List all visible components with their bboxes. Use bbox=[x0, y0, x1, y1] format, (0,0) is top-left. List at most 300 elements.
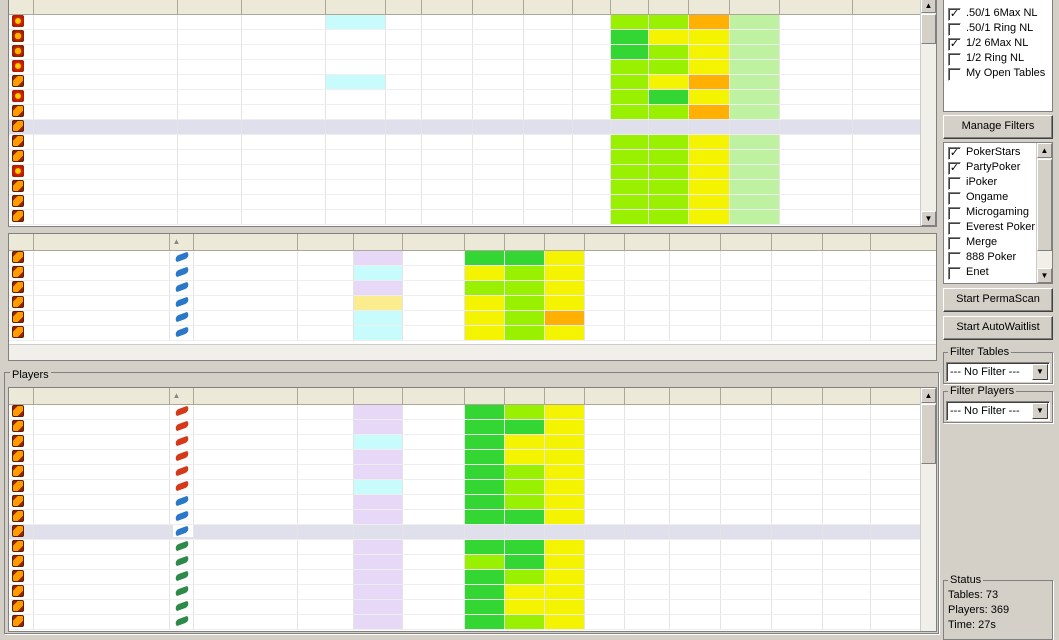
player-col-header[interactable] bbox=[544, 388, 584, 404]
player-col-header[interactable] bbox=[669, 388, 720, 404]
tables-col-header[interactable] bbox=[729, 0, 779, 14]
hands-cell bbox=[353, 310, 402, 325]
tables-col-header[interactable] bbox=[852, 0, 921, 14]
players-scrollbar[interactable] bbox=[920, 388, 936, 631]
player-col-filler bbox=[870, 234, 937, 250]
hands-per-hour-cell bbox=[572, 209, 610, 224]
player-row[interactable] bbox=[9, 419, 937, 434]
checkbox-label[interactable]: PokerStars bbox=[966, 146, 1021, 158]
three-bet-cell bbox=[584, 280, 624, 295]
player-col-header[interactable] bbox=[402, 388, 464, 404]
player-row[interactable] bbox=[9, 614, 937, 629]
player-col-header[interactable] bbox=[353, 388, 402, 404]
won-cell bbox=[402, 584, 464, 599]
checkbox--50-1-6max-nl[interactable]: ✓ bbox=[949, 8, 960, 20]
scroll-down-icon[interactable]: ▼ bbox=[1037, 268, 1052, 283]
three-bet-cell bbox=[584, 464, 624, 479]
fold-3b-cell bbox=[624, 569, 669, 584]
pokerstars-icon bbox=[12, 165, 24, 177]
site-icon-cell bbox=[9, 134, 33, 149]
shortstacks-cell bbox=[779, 119, 852, 134]
player-col-header[interactable] bbox=[9, 234, 33, 250]
manage-filters-button[interactable]: Manage Filters bbox=[943, 115, 1053, 139]
won-cell bbox=[402, 404, 464, 419]
player-col-header[interactable] bbox=[464, 388, 504, 404]
wait-cell bbox=[385, 74, 421, 89]
wtsd-cell bbox=[669, 419, 720, 434]
checkbox-pokerstars[interactable]: ✓ bbox=[949, 147, 960, 159]
player-col-header[interactable] bbox=[504, 234, 544, 250]
tables-cell bbox=[822, 265, 870, 280]
table-row[interactable] bbox=[9, 134, 921, 149]
player-row[interactable] bbox=[9, 539, 937, 554]
status-time: Time: 27s bbox=[948, 619, 996, 631]
filter-tables-select[interactable] bbox=[946, 362, 1050, 382]
player-col-header[interactable] bbox=[402, 234, 464, 250]
tables-col-header[interactable] bbox=[177, 0, 241, 14]
af-cell bbox=[544, 599, 584, 614]
af-cell bbox=[544, 419, 584, 434]
hands-per-hour-cell bbox=[572, 179, 610, 194]
player-col-header[interactable] bbox=[822, 234, 870, 250]
shortstacks-cell bbox=[779, 164, 852, 179]
player-col-header[interactable] bbox=[33, 388, 169, 404]
screenname-cell bbox=[193, 419, 297, 434]
af-cell bbox=[544, 479, 584, 494]
players-list[interactable] bbox=[8, 387, 937, 632]
site-filter-list[interactable] bbox=[943, 142, 1053, 284]
filler-cell bbox=[870, 265, 937, 280]
pfr-cell bbox=[648, 89, 688, 104]
af-cell bbox=[544, 509, 584, 524]
table-row[interactable] bbox=[9, 179, 921, 194]
won-cell bbox=[402, 599, 464, 614]
checkbox-label[interactable]: My Open Tables bbox=[966, 67, 1046, 79]
vpip-cell bbox=[610, 104, 648, 119]
shortstacks-cell bbox=[779, 29, 852, 44]
tables-col-header[interactable] bbox=[421, 0, 472, 14]
won-sd-cell bbox=[720, 325, 771, 340]
player-row[interactable] bbox=[9, 494, 937, 509]
player-col-header[interactable] bbox=[297, 234, 353, 250]
pfr-cell bbox=[504, 599, 544, 614]
wtsd-cell bbox=[669, 295, 720, 310]
site-icon-cell bbox=[169, 599, 193, 614]
fish-cell bbox=[729, 29, 779, 44]
hands-cell bbox=[353, 539, 402, 554]
chips-cell bbox=[297, 569, 353, 584]
partypoker-icon bbox=[12, 600, 24, 612]
checkbox-888-poker[interactable] bbox=[948, 252, 961, 265]
known-cell bbox=[421, 119, 472, 134]
player-col-header[interactable] bbox=[544, 234, 584, 250]
hands-cell bbox=[353, 325, 402, 340]
game-filter-list[interactable] bbox=[943, 0, 1053, 112]
vpip-cell bbox=[464, 599, 504, 614]
player-col-header[interactable] bbox=[169, 234, 193, 250]
af-cell bbox=[544, 434, 584, 449]
checkbox-label[interactable]: iPoker bbox=[966, 176, 998, 188]
checkbox-merge[interactable] bbox=[948, 237, 961, 250]
checkbox-label[interactable]: Merge bbox=[966, 236, 998, 248]
tables-cell bbox=[822, 310, 870, 325]
fish-cell bbox=[729, 149, 779, 164]
wait-cell bbox=[385, 104, 421, 119]
partypoker-icon bbox=[12, 570, 24, 582]
scroll-thumb[interactable] bbox=[1037, 159, 1052, 251]
hands-cell bbox=[353, 569, 402, 584]
partypoker-icon bbox=[12, 435, 24, 447]
pfr-cell bbox=[504, 449, 544, 464]
table-row[interactable] bbox=[9, 209, 921, 224]
pfr-cell bbox=[648, 29, 688, 44]
table-players-grid bbox=[9, 234, 937, 341]
start-autowaitlist-button[interactable]: Start AutoWaitlist bbox=[943, 316, 1053, 340]
player-col-header[interactable] bbox=[584, 234, 624, 250]
partypoker-icon bbox=[12, 195, 24, 207]
site-icon-cell bbox=[169, 449, 193, 464]
player-col-header[interactable] bbox=[771, 234, 822, 250]
vpip-cell bbox=[610, 29, 648, 44]
three-bet-cell bbox=[584, 584, 624, 599]
checkbox--50-1-ring-nl[interactable] bbox=[948, 23, 961, 36]
player-row[interactable] bbox=[9, 295, 937, 310]
player-col-header[interactable] bbox=[193, 388, 297, 404]
chevron-down-icon[interactable]: ▼ bbox=[1032, 403, 1048, 419]
pfr-cell bbox=[504, 584, 544, 599]
table-row[interactable] bbox=[9, 89, 921, 104]
player-col-header[interactable] bbox=[624, 388, 669, 404]
player-row[interactable] bbox=[9, 404, 937, 419]
af-cell bbox=[544, 250, 584, 265]
table-name-cell bbox=[33, 119, 177, 134]
vpip-cell bbox=[610, 14, 648, 29]
hands-per-hour-cell bbox=[572, 194, 610, 209]
screenname-cell bbox=[193, 280, 297, 295]
players-flop-cell bbox=[523, 14, 572, 29]
checkbox-1-2-ring-nl[interactable] bbox=[948, 53, 961, 66]
table-icon-cell bbox=[9, 479, 33, 494]
scroll-thumb[interactable] bbox=[921, 14, 936, 44]
fish-cell bbox=[729, 179, 779, 194]
tables-scrollbar[interactable] bbox=[920, 0, 936, 226]
table-cell bbox=[33, 419, 169, 434]
checkbox-ipoker[interactable] bbox=[948, 177, 961, 190]
player-row[interactable] bbox=[9, 325, 937, 340]
table-cell bbox=[33, 509, 169, 524]
tables-cell bbox=[822, 509, 870, 524]
chips-cell bbox=[297, 325, 353, 340]
start-permascan-button[interactable]: Start PermaScan bbox=[943, 288, 1053, 312]
filter-players-select[interactable] bbox=[946, 401, 1050, 421]
player-row[interactable] bbox=[9, 479, 937, 494]
player-col-header[interactable] bbox=[624, 234, 669, 250]
partypoker-icon bbox=[12, 525, 24, 537]
scroll-thumb[interactable] bbox=[921, 404, 936, 464]
site-blue-icon bbox=[173, 311, 193, 323]
table-row[interactable] bbox=[9, 104, 921, 119]
three-bet-cell bbox=[584, 479, 624, 494]
table-icon-cell bbox=[9, 434, 33, 449]
af-cell bbox=[544, 265, 584, 280]
hands-cell bbox=[353, 554, 402, 569]
fold-3b-cell bbox=[624, 325, 669, 340]
shortstacks-cell bbox=[779, 14, 852, 29]
three-bet-cell bbox=[584, 524, 624, 539]
fish-cell bbox=[729, 164, 779, 179]
won-sd-cell bbox=[720, 599, 771, 614]
player-row[interactable] bbox=[9, 310, 937, 325]
player-row[interactable] bbox=[9, 554, 937, 569]
tables-col-header[interactable] bbox=[325, 0, 385, 14]
known-cell bbox=[421, 14, 472, 29]
pfr-cell bbox=[648, 209, 688, 224]
player-row[interactable] bbox=[9, 599, 937, 614]
player-col-header[interactable] bbox=[353, 234, 402, 250]
vpip-cell bbox=[464, 325, 504, 340]
site-red-icon bbox=[173, 465, 193, 477]
af-cell bbox=[544, 310, 584, 325]
chips-cell bbox=[297, 464, 353, 479]
player-col-header[interactable] bbox=[771, 388, 822, 404]
player-col-header[interactable] bbox=[720, 234, 771, 250]
player-col-header[interactable] bbox=[669, 234, 720, 250]
player-col-header[interactable] bbox=[33, 234, 169, 250]
checkbox-label[interactable]: 1/2 6Max NL bbox=[966, 37, 1029, 49]
player-row[interactable] bbox=[9, 584, 937, 599]
checkbox-partypoker[interactable]: ✓ bbox=[949, 162, 960, 174]
player-row[interactable] bbox=[9, 524, 937, 539]
screenname-cell bbox=[193, 554, 297, 569]
table-row[interactable] bbox=[9, 44, 921, 59]
three-bet-cell bbox=[584, 509, 624, 524]
limit-cell bbox=[241, 194, 325, 209]
screenname-cell bbox=[193, 404, 297, 419]
chips-cell bbox=[297, 280, 353, 295]
table-cell bbox=[33, 404, 169, 419]
checkbox-label[interactable]: .50/1 6Max NL bbox=[966, 7, 1038, 19]
shortstacks-cell bbox=[779, 59, 852, 74]
tables-col-header[interactable] bbox=[572, 0, 610, 14]
pfr-cell bbox=[648, 149, 688, 164]
checkbox-enet[interactable] bbox=[948, 267, 961, 280]
table-row[interactable] bbox=[9, 119, 921, 134]
vpip-cell bbox=[464, 280, 504, 295]
checkbox-label[interactable]: Ongame bbox=[966, 191, 1009, 203]
scroll-down-icon[interactable]: ▼ bbox=[921, 211, 936, 226]
table-players-hscrollbar[interactable] bbox=[9, 344, 936, 360]
tables-col-header[interactable] bbox=[472, 0, 523, 14]
table-icon-cell bbox=[9, 524, 33, 539]
table-name-cell bbox=[33, 14, 177, 29]
tables-col-header[interactable] bbox=[33, 0, 177, 14]
player-row[interactable] bbox=[9, 280, 937, 295]
table-cell bbox=[33, 494, 169, 509]
partypoker-icon bbox=[12, 105, 24, 117]
table-row[interactable] bbox=[9, 149, 921, 164]
checkbox-my-open-tables[interactable] bbox=[948, 68, 961, 81]
table-icon-cell bbox=[9, 509, 33, 524]
vpip-cell bbox=[464, 265, 504, 280]
chevron-down-icon[interactable]: ▼ bbox=[1032, 364, 1048, 380]
wtsd-cell bbox=[669, 494, 720, 509]
fish-cell bbox=[729, 74, 779, 89]
tables-col-header[interactable] bbox=[523, 0, 572, 14]
partypoker-icon bbox=[12, 281, 24, 293]
vpip-cell bbox=[610, 59, 648, 74]
af-cell bbox=[544, 584, 584, 599]
multi-tablers-cell bbox=[852, 134, 921, 149]
hands-per-hour-cell bbox=[572, 149, 610, 164]
player-row[interactable] bbox=[9, 434, 937, 449]
partypoker-icon bbox=[12, 480, 24, 492]
player-row[interactable] bbox=[9, 449, 937, 464]
table-row[interactable] bbox=[9, 14, 921, 29]
site-filter-scrollbar[interactable] bbox=[1036, 143, 1052, 283]
tables-cell bbox=[822, 449, 870, 464]
checkbox-microgaming[interactable] bbox=[948, 207, 961, 220]
player-col-header[interactable] bbox=[720, 388, 771, 404]
tables-col-header[interactable] bbox=[648, 0, 688, 14]
bb-per-100-cell bbox=[771, 280, 822, 295]
tables-cell bbox=[822, 599, 870, 614]
multi-tablers-cell bbox=[852, 59, 921, 74]
scroll-up-icon[interactable]: ▲ bbox=[921, 0, 936, 13]
screenname-cell bbox=[193, 569, 297, 584]
checkbox-label[interactable]: 888 Poker bbox=[966, 251, 1017, 263]
vpip-cell bbox=[610, 44, 648, 59]
checkbox-label[interactable]: PartyPoker bbox=[966, 161, 1021, 173]
filter-players-value: --- No Filter --- bbox=[950, 405, 1020, 417]
won-cell bbox=[402, 250, 464, 265]
player-row[interactable] bbox=[9, 250, 937, 265]
bb-per-100-cell bbox=[771, 554, 822, 569]
bb-per-100-cell bbox=[771, 494, 822, 509]
af-cell bbox=[544, 614, 584, 629]
hands-per-hour-cell bbox=[572, 119, 610, 134]
tables-col-header[interactable] bbox=[610, 0, 648, 14]
tables-col-header[interactable] bbox=[385, 0, 421, 14]
table-row[interactable] bbox=[9, 74, 921, 89]
table-row[interactable] bbox=[9, 29, 921, 44]
table-row[interactable] bbox=[9, 194, 921, 209]
checkbox-1-2-6max-nl[interactable]: ✓ bbox=[949, 38, 960, 50]
sort-asc-icon: ▲ bbox=[172, 237, 181, 247]
tables-cell bbox=[822, 524, 870, 539]
player-col-header[interactable] bbox=[822, 388, 870, 404]
screenname-cell bbox=[193, 599, 297, 614]
player-col-header[interactable] bbox=[9, 388, 33, 404]
player-col-header[interactable] bbox=[464, 234, 504, 250]
chips-cell bbox=[297, 479, 353, 494]
pfr-cell bbox=[504, 295, 544, 310]
screenname-cell bbox=[193, 539, 297, 554]
table-name-cell bbox=[33, 44, 177, 59]
vpip-cell bbox=[464, 419, 504, 434]
won-sd-cell bbox=[720, 524, 771, 539]
players-flop-cell bbox=[523, 134, 572, 149]
partypoker-icon bbox=[12, 311, 24, 323]
checkbox-label[interactable]: 1/2 Ring NL bbox=[966, 52, 1025, 64]
player-row[interactable] bbox=[9, 569, 937, 584]
af-cell bbox=[544, 494, 584, 509]
table-row[interactable] bbox=[9, 164, 921, 179]
table-row[interactable] bbox=[9, 59, 921, 74]
partypoker-icon bbox=[12, 150, 24, 162]
bb-per-100-cell bbox=[771, 479, 822, 494]
vpip-cell bbox=[610, 209, 648, 224]
avg-pot-cell bbox=[472, 209, 523, 224]
three-bet-cell bbox=[584, 419, 624, 434]
tables-list[interactable] bbox=[8, 0, 937, 227]
tables-col-header[interactable] bbox=[688, 0, 729, 14]
checkbox-ongame[interactable] bbox=[948, 192, 961, 205]
limit-cell bbox=[241, 29, 325, 44]
players-cell bbox=[325, 104, 385, 119]
hands-cell bbox=[353, 434, 402, 449]
wtsd-cell bbox=[669, 404, 720, 419]
player-col-header[interactable] bbox=[504, 388, 544, 404]
af-cell bbox=[544, 464, 584, 479]
vpip-cell bbox=[464, 479, 504, 494]
won-sd-cell bbox=[720, 479, 771, 494]
table-name-cell bbox=[33, 29, 177, 44]
checkbox-label[interactable]: Everest Poker bbox=[966, 221, 1036, 233]
stake-cell bbox=[177, 149, 241, 164]
player-row[interactable] bbox=[9, 265, 937, 280]
hands-per-hour-cell bbox=[572, 104, 610, 119]
filler-cell bbox=[870, 325, 937, 340]
player-col-header[interactable] bbox=[193, 234, 297, 250]
tables-col-header[interactable] bbox=[779, 0, 852, 14]
hands-per-hour-cell bbox=[572, 89, 610, 104]
tables-col-header[interactable] bbox=[241, 0, 325, 14]
screenname-cell bbox=[193, 464, 297, 479]
known-cell bbox=[421, 59, 472, 74]
won-sd-cell bbox=[720, 464, 771, 479]
scroll-up-icon[interactable]: ▲ bbox=[921, 388, 936, 403]
player-row[interactable] bbox=[9, 464, 937, 479]
player-col-header[interactable] bbox=[584, 388, 624, 404]
won-cell bbox=[402, 280, 464, 295]
players-flop-cell bbox=[523, 179, 572, 194]
player-col-header[interactable] bbox=[169, 388, 193, 404]
site-icon-cell bbox=[169, 539, 193, 554]
table-icon-cell bbox=[9, 539, 33, 554]
af-cell bbox=[544, 325, 584, 340]
table-players-list[interactable] bbox=[8, 233, 937, 361]
tables-cell bbox=[822, 250, 870, 265]
checkbox-label[interactable]: .50/1 Ring NL bbox=[966, 22, 1034, 34]
player-row[interactable] bbox=[9, 509, 937, 524]
fold-3b-cell bbox=[624, 509, 669, 524]
scroll-up-icon[interactable]: ▲ bbox=[1037, 143, 1052, 158]
player-col-header[interactable] bbox=[297, 388, 353, 404]
avg-pot-cell bbox=[472, 74, 523, 89]
vpip-cell bbox=[464, 295, 504, 310]
pfr-cell bbox=[504, 464, 544, 479]
checkbox-label[interactable]: Microgaming bbox=[966, 206, 1029, 218]
checkbox-label[interactable]: Enet bbox=[966, 266, 989, 278]
fish-cell bbox=[729, 14, 779, 29]
checkbox-everest-poker[interactable] bbox=[948, 222, 961, 235]
filler-cell bbox=[870, 310, 937, 325]
table-icon-cell bbox=[9, 464, 33, 479]
chips-cell bbox=[297, 310, 353, 325]
tables-cell bbox=[822, 494, 870, 509]
wtsd-cell bbox=[669, 265, 720, 280]
wtsd-cell bbox=[669, 569, 720, 584]
